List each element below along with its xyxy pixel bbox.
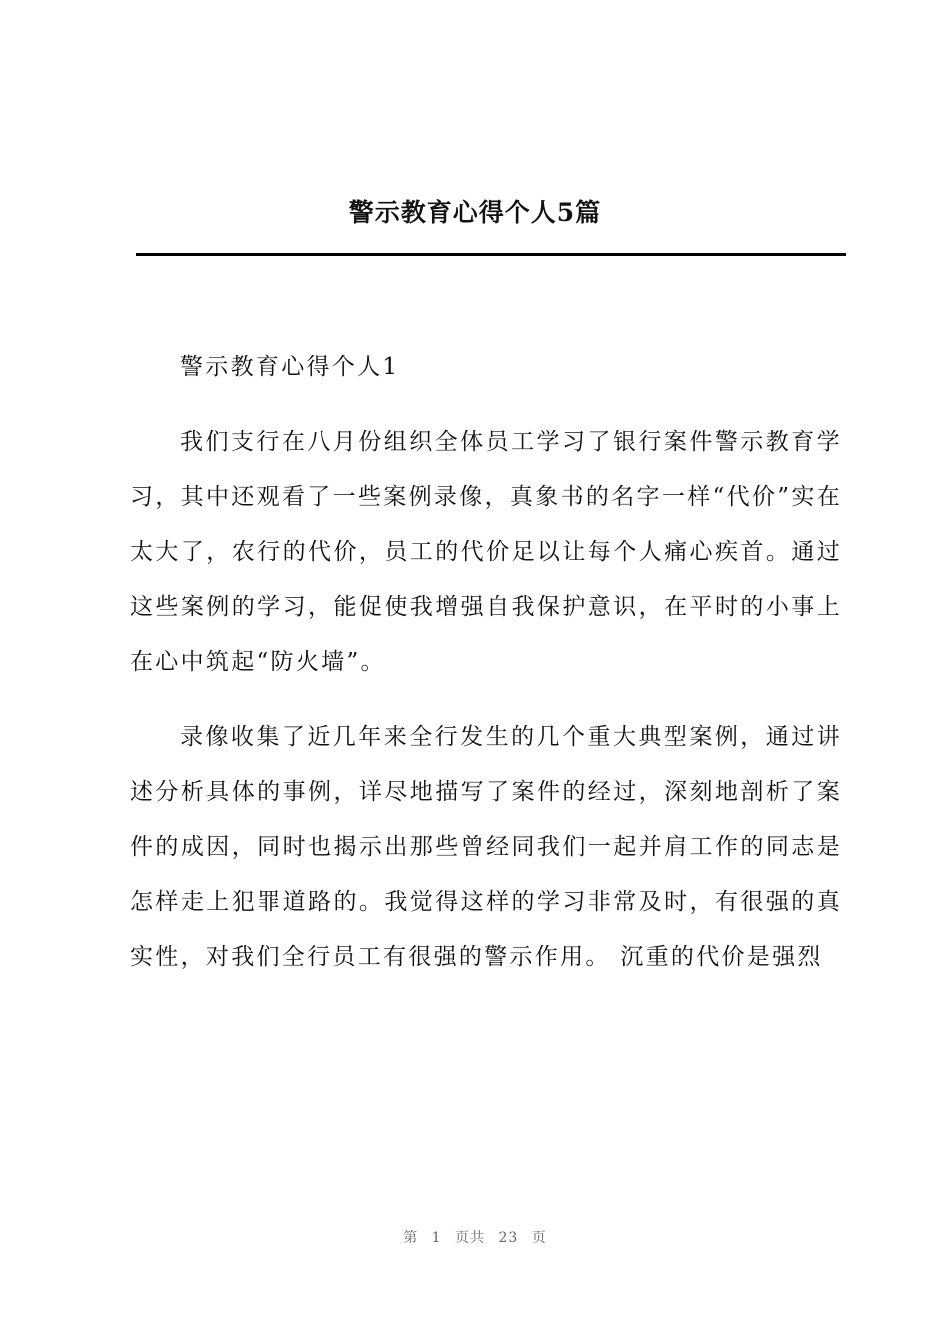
page-title: 警示教育心得个人5篇 — [348, 198, 602, 227]
paragraph: 我们支行在八月份组织全体员工学习了银行案件警示教育学习，其中还观看了一些案例录像，真象书的名字一样“代价”实在太大了，农行的代价，员工的代价足以让每个人痛心疾首。通过这些案例的学习，能促使我增强自我保护意识，在平时的小事上在心中筑起“防火墙”。 — [130, 429, 842, 675]
title-underline — [136, 253, 846, 256]
document-body — [130, 340, 842, 1005]
page-footer: 第 1 页共 23 页 — [403, 1230, 547, 1246]
section-heading: 警示教育心得个人1 — [180, 354, 400, 380]
paragraph: 录像收集了近几年来全行发生的几个重大典型案例，通过讲述分析具体的事例，详尽地描写了案件的经过，深刻地剖析了案件的成因，同时也揭示出那些曾经同我们一起并肩工作的同志是怎样走上犯罪道路的。我觉得这样的学习非常及时，有很强的真实性，对我们全行员工有很强的警示作用。 沉重的代价是强烈 — [130, 724, 842, 970]
